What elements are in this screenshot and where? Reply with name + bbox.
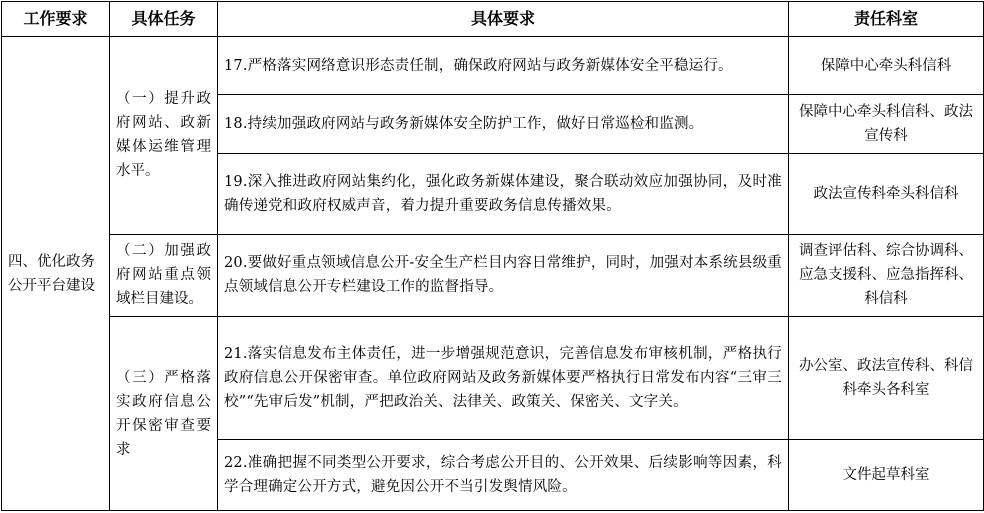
detail-cell-20: 20.要做好重点领域信息公开-安全生产栏目内容日常维护，同时，加强对本系统县级重点领域信息公开专栏建设工作的监督指导。 [218, 234, 789, 317]
table-row [2, 37, 984, 95]
table-row [2, 317, 984, 440]
dept-cell-21: 办公室、政法宣传科、科信科牵头各科室 [789, 317, 984, 440]
detail-cell-19: 19.深入推进政府网站集约化，强化政务新媒体建设，聚合联动效应加强协同，及时准确传递党和政府权威声音，着力提升重要政务信息传播效果。 [218, 153, 789, 234]
detail-cell-21: 21.落实信息发布主体责任，进一步增强规范意识，完善信息发布审核机制，严格执行政府信息公开保密审查。单位政府网站及政务新媒体要严格执行日常发布内容“三审三校”“先审后发”机制，严把政治关、法律关、政策关、保密关、文字关。 [218, 317, 789, 440]
header-specific-task: 具体任务 [110, 2, 218, 37]
detail-cell-17: 17.严格落实网络意识形态责任制，确保政府网站与政务新媒体安全平稳运行。 [218, 37, 789, 95]
dept-cell-22: 文件起草科室 [789, 440, 984, 511]
table-row [2, 234, 984, 317]
header-work-requirement: 工作要求 [2, 2, 110, 37]
dept-cell-17: 保障中心牵头科信科 [789, 37, 984, 95]
work-requirements-table [1, 1, 984, 511]
task-cell-2: （二）加强政府网站重点领域栏目建设。 [110, 234, 218, 317]
dept-cell-19: 政法宣传科牵头科信科 [789, 153, 984, 234]
detail-cell-22: 22.准确把握不同类型公开要求，综合考虑公开目的、公开效果、后续影响等因素，科学合理确定公开方式，避免因公开不当引发舆情风险。 [218, 440, 789, 511]
task-cell-1: （一）提升政府网站、政新媒体运维管理水平。 [110, 37, 218, 235]
dept-cell-18: 保障中心牵头科信科、政法宣传科 [789, 95, 984, 153]
task-cell-3: （三）严格落实政府信息公开保密审查要求 [110, 317, 218, 511]
header-responsible-department: 责任科室 [789, 2, 984, 37]
header-specific-requirement: 具体要求 [218, 2, 789, 37]
table-header-row [2, 2, 984, 37]
detail-cell-18: 18.持续加强政府网站与政务新媒体安全防护工作，做好日常巡检和监测。 [218, 95, 789, 153]
work-requirement-cell: 四、优化政务公开平台建设 [2, 37, 110, 511]
dept-cell-20: 调查评估科、综合协调科、应急支援科、应急指挥科、科信科 [789, 234, 984, 317]
